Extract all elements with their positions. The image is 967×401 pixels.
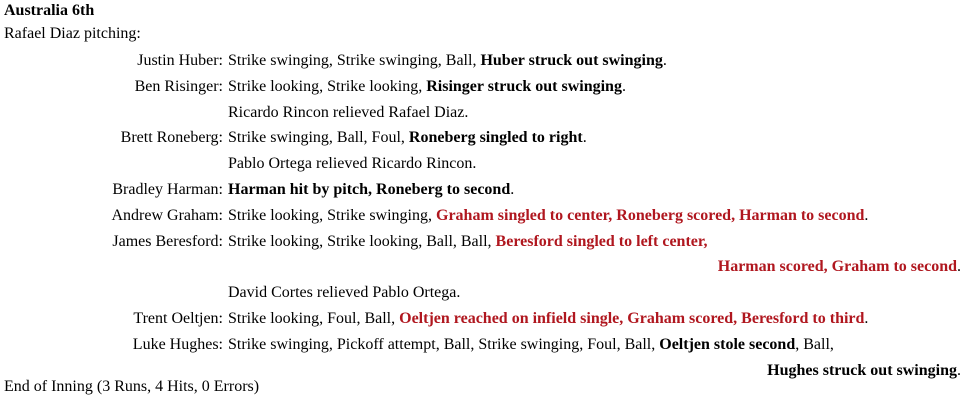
play-description	[228, 177, 967, 203]
batter-name: Brett Roneberg:	[120, 129, 223, 147]
play-description	[228, 332, 967, 384]
table-row	[0, 74, 967, 100]
stolen-base-event: Oeltjen stole second	[659, 335, 796, 353]
play-result: Harman hit by pitch, Roneberg to second	[228, 180, 511, 198]
table-row	[0, 306, 967, 332]
play-period: .	[510, 180, 515, 198]
play-description	[228, 48, 967, 74]
scoring-play-result: Beresford singled to left center,	[495, 232, 708, 250]
play-period: .	[864, 206, 869, 224]
play-period: .	[957, 361, 961, 379]
play-result: Hughes struck out swinging	[767, 361, 957, 379]
scoring-play-result: Graham singled to center, Roneberg scored, Harman to second	[436, 206, 865, 224]
inning-title: Australia 6th	[4, 2, 95, 19]
substitution-note: David Cortes relieved Pablo Ortega.	[228, 284, 461, 302]
table-row	[0, 177, 967, 203]
table-row	[0, 48, 967, 74]
batter-name: Ben Risinger:	[134, 77, 223, 95]
pitch-sequence: Strike looking, Strike looking,	[228, 77, 427, 95]
table-row	[0, 100, 967, 126]
play-result: Huber struck out swinging	[480, 52, 663, 69]
table-row	[0, 203, 967, 229]
table-row	[0, 229, 967, 281]
substitution-note: Ricardo Rincon relieved Rafael Diaz.	[228, 103, 469, 121]
table-row	[0, 125, 967, 151]
table-row	[0, 151, 967, 177]
pitch-sequence: Strike swinging, Pickoff attempt, Ball, Strike swinging, Foul, Ball,	[228, 335, 660, 353]
batter-name: Andrew Graham:	[111, 206, 223, 224]
play-description	[228, 74, 967, 100]
table-row	[0, 280, 967, 306]
pitch-sequence: Strike swinging, Strike swinging, Ball,	[228, 52, 481, 69]
play-period: .	[957, 258, 961, 276]
play-period: .	[864, 309, 869, 327]
batter-name: Bradley Harman:	[112, 180, 223, 198]
substitution-note: Pablo Ortega relieved Ricardo Rincon.	[228, 155, 477, 173]
inning-summary: End of Inning (3 Runs, 4 Hits, 0 Errors)	[4, 378, 260, 395]
play-description	[228, 203, 967, 229]
event-tail: , Ball,	[795, 335, 834, 353]
play-result: Roneberg singled to right	[408, 129, 583, 147]
play-description	[228, 229, 967, 281]
play-period: .	[662, 52, 667, 69]
batter-name: Luke Hughes:	[132, 335, 223, 353]
pitch-sequence: Strike looking, Strike looking, Ball, Ball,	[228, 232, 496, 250]
pitch-sequence: Strike looking, Strike swinging,	[228, 206, 436, 224]
play-description	[228, 306, 967, 332]
batter-name: Justin Huber:	[137, 52, 223, 69]
batter-name: Trent Oeltjen:	[133, 309, 223, 327]
scoring-play-result: Oeltjen reached on infield single, Graham scored, Beresford to third	[399, 309, 865, 327]
table-row	[0, 332, 967, 384]
pitcher-line: Rafael Diaz pitching:	[4, 25, 141, 42]
batter-name: James Beresford:	[112, 232, 223, 250]
play-by-play-table	[0, 48, 967, 383]
play-result: Risinger struck out swinging	[426, 77, 622, 95]
play-period: .	[621, 77, 626, 95]
pitch-sequence: Strike looking, Foul, Ball,	[228, 309, 400, 327]
pitch-sequence: Strike swinging, Ball, Foul,	[228, 129, 409, 147]
play-period: .	[582, 129, 587, 147]
play-description	[228, 125, 967, 151]
scoring-play-continuation: Harman scored, Graham to second	[717, 258, 957, 276]
